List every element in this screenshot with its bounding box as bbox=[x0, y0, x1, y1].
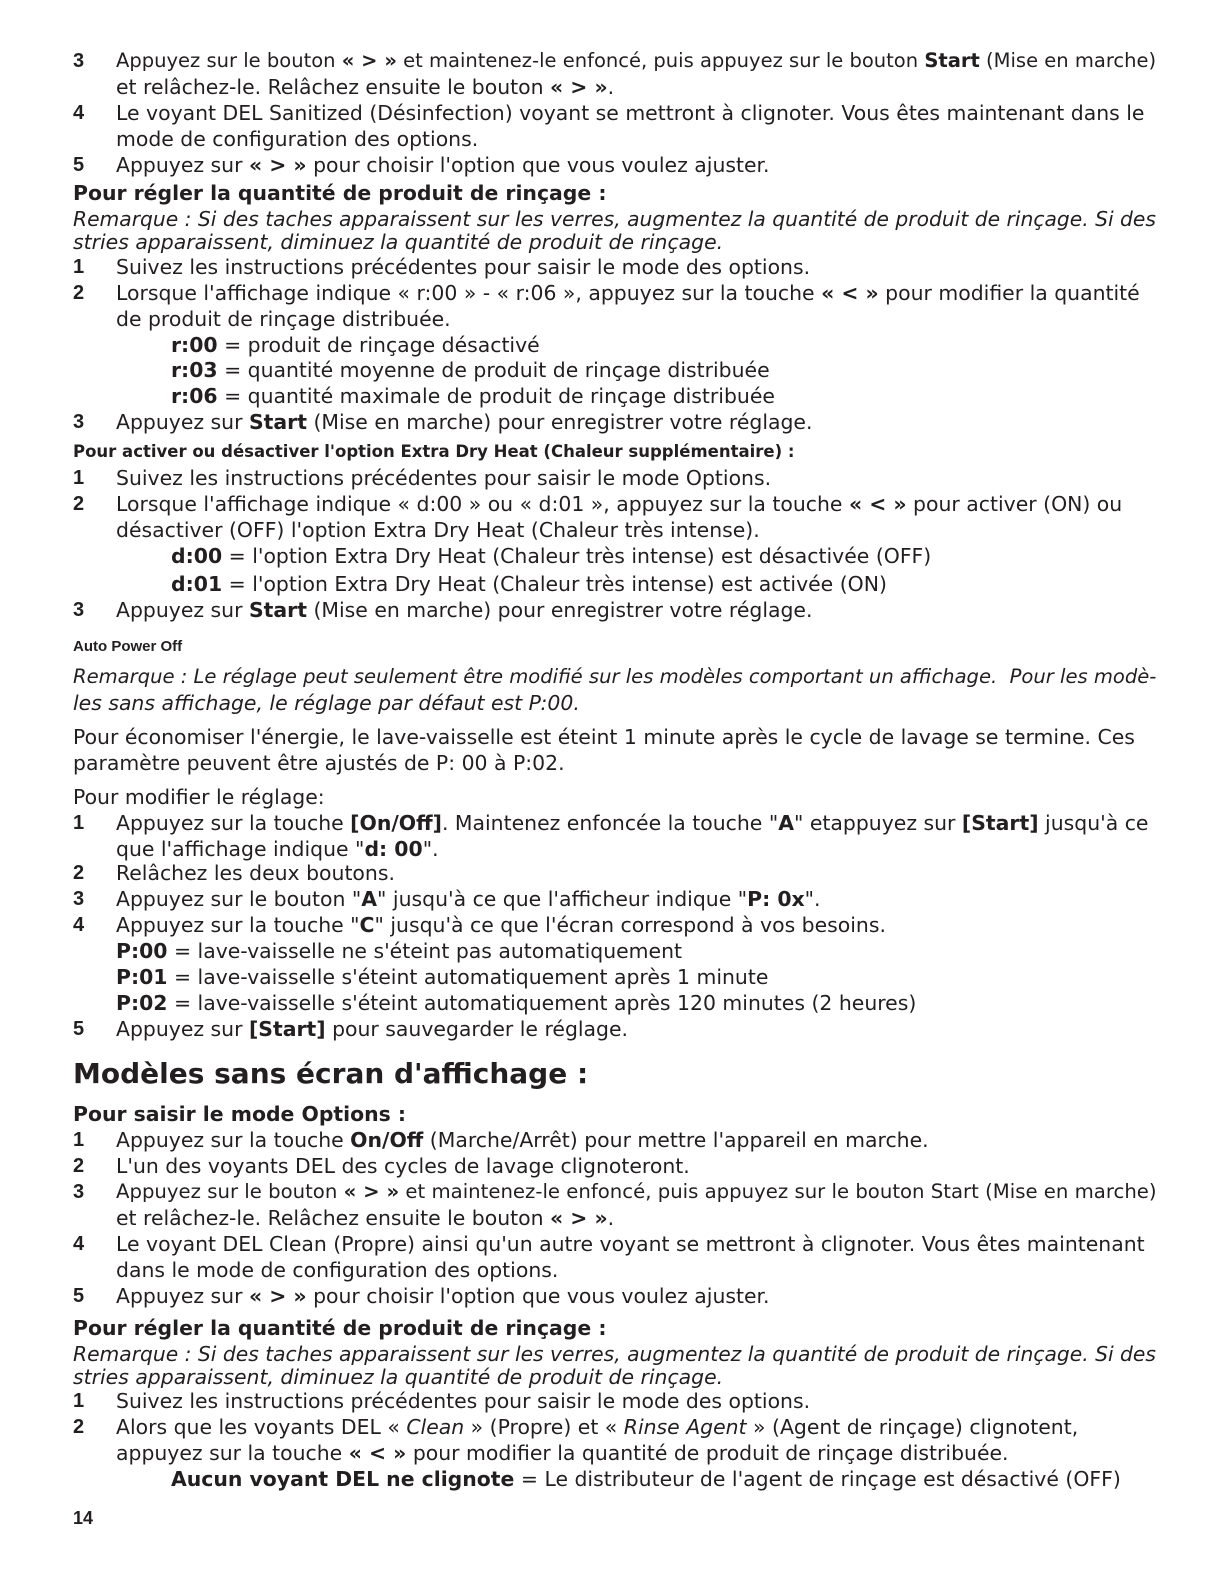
step-text: Appuyez sur « > » pour choisir l'option que vous voulez ajuster. bbox=[116, 1284, 770, 1308]
step-text: Alors que les voyants DEL « Clean » (Propre) et « Rinse Agent » (Agent de rinçage) clignotent, bbox=[116, 1415, 1079, 1439]
section-heading: Pour régler la quantité de produit de rinçage : bbox=[73, 181, 607, 205]
step-text: Appuyez sur la touche [On/Off]. Maintenez enfoncée la touche "A" etappuyez sur [Start] jusqu'à ce bbox=[116, 811, 1149, 835]
step-number: 2 bbox=[73, 862, 85, 884]
step-text: Appuyez sur le bouton « > » et maintenez-le enfoncé, puis appuyez sur le bouton Start (Mise en marche) bbox=[116, 49, 1157, 72]
step-text: appuyez sur la touche « < » pour modifier la quantité de produit de rinçage distribuée. bbox=[116, 1441, 1009, 1465]
step-number: 3 bbox=[73, 50, 85, 72]
setting-row: r:03 = quantité moyenne de produit de rinçage distribuée bbox=[171, 358, 770, 382]
step-number: 4 bbox=[73, 914, 85, 936]
step-text: et relâchez-le. Relâchez ensuite le bouton « > ». bbox=[116, 1206, 615, 1230]
step-number: 3 bbox=[73, 888, 85, 910]
step-text: Appuyez sur [Start] pour sauvegarder le réglage. bbox=[116, 1017, 629, 1041]
setting-row: P:00 = lave-vaisselle ne s'éteint pas automatiquement bbox=[116, 939, 683, 963]
section-heading: Pour activer ou désactiver l'option Extra Dry Heat (Chaleur supplémentaire) : bbox=[73, 442, 795, 461]
step-number: 2 bbox=[73, 493, 85, 515]
step-text: de produit de rinçage distribuée. bbox=[116, 307, 451, 331]
note: stries apparaissent, diminuez la quantité de produit de rinçage. bbox=[73, 230, 724, 254]
note: Remarque : Le réglage peut seulement être modifié sur les modèles comportant un affichage. Pour les modè- bbox=[73, 665, 1157, 688]
step-text: Lorsque l'affichage indique « d:00 » ou « d:01 », appuyez sur la touche « < » pour activer (ON) ou bbox=[116, 492, 1123, 516]
step-number: 1 bbox=[73, 812, 85, 834]
step-text: Appuyez sur Start (Mise en marche) pour enregistrer votre réglage. bbox=[116, 598, 813, 622]
step-number: 2 bbox=[73, 1416, 85, 1438]
step-number: 3 bbox=[73, 599, 85, 621]
note: Remarque : Si des taches apparaissent sur les verres, augmentez la quantité de produit de rinçage. Si des bbox=[73, 207, 1156, 231]
step-number: 1 bbox=[73, 467, 85, 489]
step-number: 4 bbox=[73, 1233, 85, 1255]
step-text: Suivez les instructions précédentes pour saisir le mode des options. bbox=[116, 1389, 811, 1413]
step-text: Suivez les instructions précédentes pour saisir le mode Options. bbox=[116, 466, 772, 490]
step-text: Appuyez sur « > » pour choisir l'option que vous voulez ajuster. bbox=[116, 153, 770, 177]
step-text: Appuyez sur la touche "C" jusqu'à ce que l'écran correspond à vos besoins. bbox=[116, 913, 886, 937]
step-number: 1 bbox=[73, 1390, 85, 1412]
note: Remarque : Si des taches apparaissent sur les verres, augmentez la quantité de produit de rinçage. Si des bbox=[73, 1342, 1156, 1366]
setting-row: r:06 = quantité maximale de produit de rinçage distribuée bbox=[171, 384, 775, 408]
paragraph: paramètre peuvent être ajustés de P: 00 à P:02. bbox=[73, 751, 565, 775]
step-number: 3 bbox=[73, 411, 85, 433]
step-text: mode de configuration des options. bbox=[116, 127, 479, 151]
step-text: Le voyant DEL Sanitized (Désinfection) voyant se mettront à clignoter. Vous êtes maintenant dans le bbox=[116, 101, 1145, 125]
step-number: 4 bbox=[73, 102, 85, 124]
setting-row: r:00 = produit de rinçage désactivé bbox=[171, 333, 540, 357]
step-text: Appuyez sur le bouton « > » et maintenez-le enfoncé, puis appuyez sur le bouton Start (Mise en marche) bbox=[116, 1180, 1157, 1203]
step-text: désactiver (OFF) l'option Extra Dry Heat (Chaleur très intense). bbox=[116, 518, 760, 542]
setting-row: d:00 = l'option Extra Dry Heat (Chaleur très intense) est désactivée (OFF) bbox=[171, 544, 932, 568]
step-text: Appuyez sur Start (Mise en marche) pour enregistrer votre réglage. bbox=[116, 410, 813, 434]
section-heading: Auto Power Off bbox=[73, 638, 183, 655]
setting-row: P:01 = lave-vaisselle s'éteint automatiquement après 1 minute bbox=[116, 965, 769, 989]
step-number: 5 bbox=[73, 1018, 85, 1040]
step-text: Suivez les instructions précédentes pour saisir le mode des options. bbox=[116, 255, 811, 279]
step-number: 1 bbox=[73, 256, 85, 278]
setting-row: P:02 = lave-vaisselle s'éteint automatiquement après 120 minutes (2 heures) bbox=[116, 991, 917, 1015]
step-number: 1 bbox=[73, 1129, 85, 1151]
note: les sans affichage, le réglage par défaut est P:00. bbox=[73, 691, 580, 715]
step-text: dans le mode de configuration des options. bbox=[116, 1258, 559, 1282]
page-section-title: Modèles sans écran d'affichage : bbox=[73, 1057, 589, 1090]
page-number: 14 bbox=[73, 1508, 94, 1528]
step-number: 2 bbox=[73, 1155, 85, 1177]
step-text: Relâchez les deux boutons. bbox=[116, 861, 395, 885]
setting-row: d:01 = l'option Extra Dry Heat (Chaleur très intense) est activée (ON) bbox=[171, 572, 887, 596]
step-text: que l'affichage indique "d: 00". bbox=[116, 837, 439, 861]
paragraph: Pour modifier le réglage: bbox=[73, 785, 325, 809]
setting-row: Aucun voyant DEL ne clignote = Le distributeur de l'agent de rinçage est désactivé (OFF) bbox=[171, 1467, 1121, 1491]
step-number: 2 bbox=[73, 282, 85, 304]
step-number: 5 bbox=[73, 154, 85, 176]
step-text: L'un des voyants DEL des cycles de lavage clignoteront. bbox=[116, 1154, 690, 1178]
section-heading: Pour saisir le mode Options : bbox=[73, 1102, 407, 1126]
paragraph: Pour économiser l'énergie, le lave-vaisselle est éteint 1 minute après le cycle de lavage se termine. Ces bbox=[73, 725, 1135, 749]
step-text: Appuyez sur le bouton "A" jusqu'à ce que l'afficheur indique "P: 0x". bbox=[116, 887, 821, 911]
section-heading: Pour régler la quantité de produit de rinçage : bbox=[73, 1316, 607, 1340]
step-number: 5 bbox=[73, 1285, 85, 1307]
step-text: et relâchez-le. Relâchez ensuite le bouton « > ». bbox=[116, 75, 615, 99]
step-number: 3 bbox=[73, 1181, 85, 1203]
step-text: Le voyant DEL Clean (Propre) ainsi qu'un autre voyant se mettront à clignoter. Vous êtes maintenant bbox=[116, 1232, 1145, 1256]
note: stries apparaissent, diminuez la quantité de produit de rinçage. bbox=[73, 1365, 724, 1389]
step-text: Lorsque l'affichage indique « r:00 » - « r:06 », appuyez sur la touche « < » pour modifier la quantité bbox=[116, 281, 1140, 305]
step-text: Appuyez sur la touche On/Off (Marche/Arrêt) pour mettre l'appareil en marche. bbox=[116, 1128, 929, 1152]
